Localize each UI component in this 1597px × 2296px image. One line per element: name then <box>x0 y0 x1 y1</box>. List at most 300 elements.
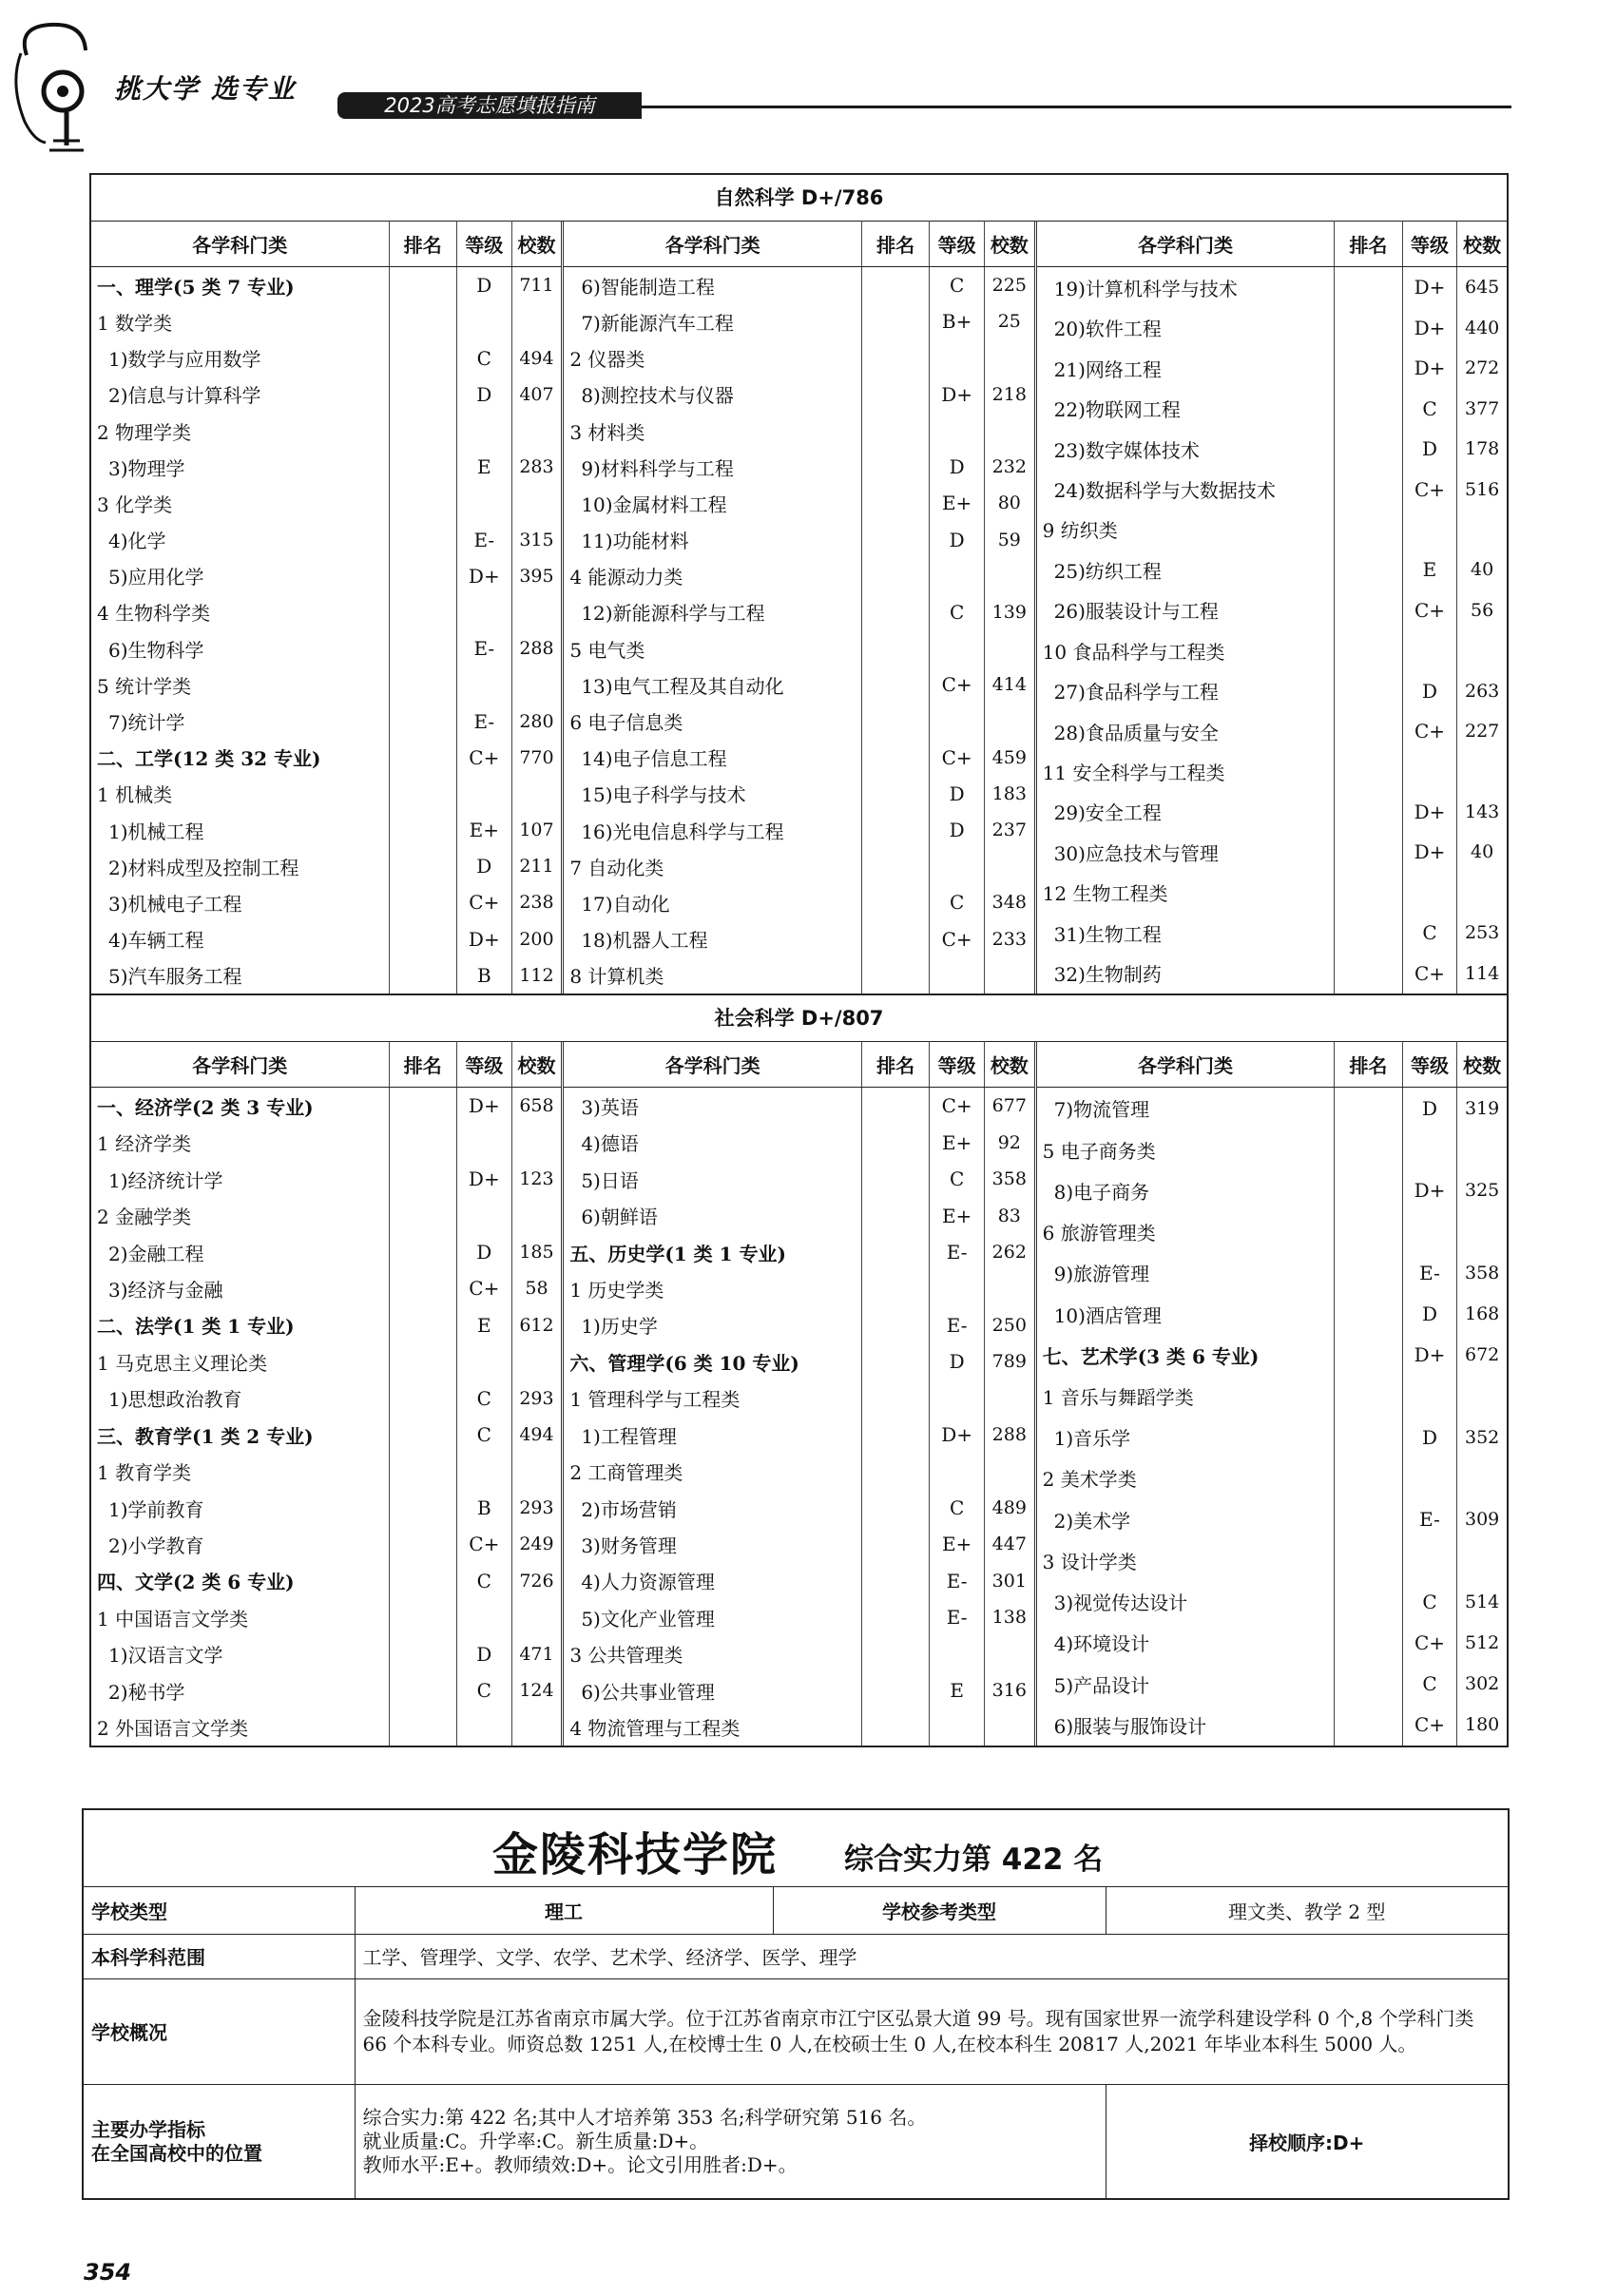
subject-name: 24)数据科学与大数据技术 <box>1053 479 1276 503</box>
grade-cell <box>456 1599 511 1635</box>
count-cell <box>511 1125 561 1161</box>
subject-name: 2 仪器类 <box>569 348 645 372</box>
table-row <box>564 1708 1033 1746</box>
grade-cell: D+ <box>930 376 985 413</box>
rank-cell <box>1335 873 1402 913</box>
grade-cell: C <box>930 1161 985 1197</box>
subject-name: 2 美术学类 <box>1042 1468 1137 1492</box>
count-cell: 414 <box>984 666 1033 703</box>
subject-name: 12)新能源科学与工程 <box>581 602 765 626</box>
header-rank: 排名 <box>1335 221 1402 267</box>
table-row <box>1037 308 1507 348</box>
count-cell: 301 <box>984 1563 1033 1599</box>
subject-name: 9)材料科学与工程 <box>581 456 734 480</box>
count-cell: 348 <box>984 884 1033 920</box>
table-row <box>91 303 561 339</box>
grade-cell: E- <box>930 1599 985 1635</box>
count-cell: 319 <box>1457 1088 1507 1129</box>
grade-cell: D+ <box>930 1417 985 1453</box>
table-row <box>91 1708 561 1746</box>
count-cell: 232 <box>984 449 1033 485</box>
grade-cell: C <box>1402 913 1457 953</box>
rank-cell <box>389 776 456 812</box>
count-cell <box>1457 873 1507 913</box>
table-row <box>1037 1457 1507 1498</box>
rank-cell <box>861 1672 929 1708</box>
count-cell <box>511 776 561 812</box>
header-count: 校数 <box>1457 1041 1507 1088</box>
subject-name: 1)音乐学 <box>1053 1427 1131 1451</box>
rank-cell <box>861 449 929 485</box>
subject-name: 1)工程管理 <box>581 1424 677 1448</box>
table-row <box>1037 832 1507 872</box>
table-row <box>91 376 561 413</box>
table-row <box>91 1636 561 1672</box>
count-cell: 352 <box>1457 1417 1507 1457</box>
grade-cell: D <box>1402 1293 1457 1334</box>
rank-cell <box>861 884 929 920</box>
count-cell: 302 <box>1457 1664 1507 1705</box>
subject-name: 2)秘书学 <box>108 1680 185 1704</box>
social-science-title: 社会科学 D+/807 <box>91 995 1507 1042</box>
rank-cell <box>389 1343 456 1380</box>
table-row <box>564 449 1033 485</box>
subject-name: 31)生物工程 <box>1053 922 1162 946</box>
count-cell: 726 <box>511 1563 561 1599</box>
count-cell: 325 <box>1457 1170 1507 1211</box>
count-cell: 56 <box>1457 590 1507 630</box>
rank-cell <box>389 521 456 557</box>
count-cell: 315 <box>511 521 561 557</box>
rank-cell <box>1335 1129 1402 1169</box>
table-row <box>564 303 1033 339</box>
grade-cell <box>456 1197 511 1233</box>
count-cell <box>984 957 1033 994</box>
rank-cell <box>1335 630 1402 670</box>
rank-cell <box>861 921 929 957</box>
table-row <box>1037 1581 1507 1622</box>
rank-cell <box>389 1161 456 1197</box>
rank-cell <box>389 884 456 920</box>
count-cell: 262 <box>984 1234 1033 1270</box>
subject-name: 3)物理学 <box>108 456 185 480</box>
grade-cell: D+ <box>1402 1170 1457 1211</box>
count-cell <box>511 594 561 630</box>
table-row <box>91 812 561 848</box>
header-count: 校数 <box>984 1041 1033 1088</box>
subject-name: 23)数字媒体技术 <box>1053 438 1200 462</box>
count-cell: 200 <box>511 921 561 957</box>
rank-cell <box>1335 1417 1402 1457</box>
table-row <box>564 1490 1033 1526</box>
grade-cell <box>456 1708 511 1746</box>
table-row <box>91 1672 561 1708</box>
rank-cell <box>1335 348 1402 388</box>
count-cell <box>1457 751 1507 791</box>
subject-name: 19)计算机科学与技术 <box>1053 277 1238 300</box>
subject-name: 3)经济与金融 <box>108 1278 223 1302</box>
header-rank: 排名 <box>389 1041 456 1088</box>
count-cell: 293 <box>511 1380 561 1417</box>
table-row <box>91 1270 561 1306</box>
grade-cell <box>930 1636 985 1672</box>
count-cell: 272 <box>1457 348 1507 388</box>
count-cell: 180 <box>1457 1705 1507 1746</box>
rank-cell <box>1335 1705 1402 1746</box>
table-row <box>1037 953 1507 994</box>
subject-name: 4)化学 <box>108 530 166 553</box>
rank-cell <box>861 340 929 376</box>
grade-cell: E- <box>456 703 511 739</box>
count-cell: 358 <box>1457 1252 1507 1293</box>
rank-cell <box>861 413 929 449</box>
type-value: 理工 <box>355 1886 773 1935</box>
grade-cell <box>456 666 511 703</box>
subject-name: 11)功能材料 <box>581 530 689 553</box>
table-row <box>1037 873 1507 913</box>
rank-cell <box>389 1490 456 1526</box>
subject-name: 1 经济学类 <box>97 1132 192 1156</box>
table-row <box>1037 267 1507 308</box>
table-row <box>564 1672 1033 1708</box>
rank-cell <box>861 376 929 413</box>
grade-cell: E- <box>930 1234 985 1270</box>
count-cell: 40 <box>1457 832 1507 872</box>
grade-cell <box>1402 1376 1457 1417</box>
social-column <box>91 1041 564 1746</box>
subject-name: 7)物流管理 <box>1053 1098 1150 1122</box>
count-cell: 512 <box>1457 1622 1507 1663</box>
table-row <box>1037 1376 1507 1417</box>
rank-cell <box>389 1417 456 1453</box>
subject-name: 9 纺织类 <box>1042 519 1118 543</box>
subject-name: 2)市场营销 <box>581 1497 677 1521</box>
subject-name: 四、文学(2 类 6 专业) <box>97 1571 295 1594</box>
count-cell: 183 <box>984 776 1033 812</box>
rank-cell <box>861 703 929 739</box>
subject-name: 1 数学类 <box>97 311 173 335</box>
header-rank: 排名 <box>389 221 456 267</box>
table-row <box>564 1234 1033 1270</box>
subject-name: 1)数学与应用数学 <box>108 348 261 372</box>
grade-cell <box>930 1380 985 1417</box>
table-row <box>91 449 561 485</box>
header-name: 各学科门类 <box>1037 1041 1335 1088</box>
grade-cell: C+ <box>1402 469 1457 509</box>
rank-cell <box>1335 469 1402 509</box>
rank-cell <box>389 1380 456 1417</box>
grade-cell <box>1402 510 1457 550</box>
rank-cell <box>389 485 456 521</box>
count-cell: 645 <box>1457 267 1507 308</box>
subject-name: 3)财务管理 <box>581 1534 677 1557</box>
rank-cell <box>389 666 456 703</box>
rank-cell <box>1335 267 1402 308</box>
subject-name: 二、工学(12 类 32 专业) <box>97 747 321 771</box>
grade-cell: C <box>1402 1581 1457 1622</box>
subject-name: 22)物联网工程 <box>1053 398 1181 422</box>
grade-cell: B <box>456 1490 511 1526</box>
grade-cell <box>1402 1540 1457 1581</box>
grade-cell: E <box>456 1307 511 1343</box>
table-row <box>91 630 561 666</box>
count-cell: 377 <box>1457 389 1507 429</box>
table-row <box>564 812 1033 848</box>
rank-cell <box>861 776 929 812</box>
table-row <box>564 558 1033 594</box>
grade-cell: C+ <box>1402 1622 1457 1663</box>
count-cell: 288 <box>984 1417 1033 1453</box>
rank-cell <box>389 1526 456 1562</box>
subject-name: 4)车辆工程 <box>108 929 204 953</box>
table-row <box>564 921 1033 957</box>
subject-name: 16)光电信息科学与工程 <box>581 820 784 843</box>
rank-cell <box>389 1088 456 1125</box>
rank-cell <box>1335 1088 1402 1129</box>
header-name: 各学科门类 <box>564 221 861 267</box>
table-row <box>564 1453 1033 1489</box>
count-cell: 253 <box>1457 913 1507 953</box>
rank-cell <box>861 740 929 776</box>
count-cell: 489 <box>984 1490 1033 1526</box>
header-grade: 等级 <box>930 221 985 267</box>
rank-cell <box>861 521 929 557</box>
header-grade: 等级 <box>930 1041 985 1088</box>
table-row <box>564 884 1033 920</box>
table-row <box>1037 1170 1507 1211</box>
grade-cell: D+ <box>1402 792 1457 832</box>
rank-cell <box>389 1708 456 1746</box>
table-row <box>91 957 561 994</box>
grade-cell: D+ <box>1402 832 1457 872</box>
subject-name: 三、教育学(1 类 2 专业) <box>97 1424 314 1448</box>
count-cell: 112 <box>511 957 561 994</box>
grade-cell <box>930 558 985 594</box>
grade-cell: C+ <box>1402 953 1457 994</box>
grade-cell <box>456 1125 511 1161</box>
grade-cell: E <box>930 1672 985 1708</box>
count-cell: 658 <box>511 1088 561 1125</box>
grade-cell <box>456 776 511 812</box>
subject-name: 5 电气类 <box>569 638 645 662</box>
rank-cell <box>861 1270 929 1306</box>
table-row <box>564 703 1033 739</box>
rank-cell <box>389 1636 456 1672</box>
grade-cell <box>456 594 511 630</box>
subject-name: 14)电子信息工程 <box>581 747 727 771</box>
grade-cell: C+ <box>1402 590 1457 630</box>
header-band: 2023高考志愿填报指南 <box>337 92 642 119</box>
grade-cell: E+ <box>930 1197 985 1233</box>
rank-cell <box>1335 751 1402 791</box>
grade-cell: C+ <box>930 1088 985 1125</box>
grade-cell: C <box>930 884 985 920</box>
count-cell: 124 <box>511 1672 561 1708</box>
count-cell: 407 <box>511 376 561 413</box>
count-cell <box>984 703 1033 739</box>
count-cell: 494 <box>511 1417 561 1453</box>
subject-name: 4)人力资源管理 <box>581 1571 715 1594</box>
rank-cell <box>389 1197 456 1233</box>
grade-cell: C <box>456 1417 511 1453</box>
count-cell: 358 <box>984 1161 1033 1197</box>
count-cell: 283 <box>511 449 561 485</box>
rank-cell <box>861 1490 929 1526</box>
subject-name: 5 电子商务类 <box>1042 1139 1156 1163</box>
grade-cell: E- <box>456 630 511 666</box>
rank-cell <box>861 594 929 630</box>
ref-value: 理文类、教学 2 型 <box>1106 1886 1508 1935</box>
rank-cell <box>389 267 456 304</box>
subject-name: 1 管理科学与工程类 <box>569 1388 741 1412</box>
rank-cell <box>1335 913 1402 953</box>
count-cell: 309 <box>1457 1499 1507 1540</box>
rank-cell <box>861 1197 929 1233</box>
rank-cell <box>861 1708 929 1746</box>
table-row <box>1037 1129 1507 1169</box>
count-cell: 280 <box>511 703 561 739</box>
subject-name: 25)纺织工程 <box>1053 559 1162 583</box>
table-row <box>564 1088 1033 1125</box>
table-row <box>564 1599 1033 1635</box>
rank-cell <box>861 848 929 884</box>
rank-cell <box>1335 510 1402 550</box>
grade-cell: D+ <box>1402 1335 1457 1376</box>
header-grade: 等级 <box>1402 221 1457 267</box>
rank-cell <box>389 594 456 630</box>
subject-name: 5)文化产业管理 <box>581 1607 715 1630</box>
social-column <box>564 1041 1036 1746</box>
table-row <box>91 1088 561 1125</box>
rank-cell <box>861 630 929 666</box>
page-number: 354 <box>84 2259 132 2286</box>
subject-name: 4)德语 <box>581 1132 639 1156</box>
header-count: 校数 <box>511 221 561 267</box>
count-cell <box>511 485 561 521</box>
count-cell: 471 <box>511 1636 561 1672</box>
grade-cell: D+ <box>1402 308 1457 348</box>
table-row <box>91 703 561 739</box>
grade-cell: C <box>930 267 985 304</box>
table-row <box>1037 510 1507 550</box>
count-cell: 80 <box>984 485 1033 521</box>
table-row <box>564 1563 1033 1599</box>
table-row <box>91 1343 561 1380</box>
grade-cell: D <box>456 376 511 413</box>
rank-cell <box>1335 792 1402 832</box>
table-row <box>564 267 1033 304</box>
rank-cell <box>861 1161 929 1197</box>
count-cell: 250 <box>984 1307 1033 1343</box>
table-row <box>1037 348 1507 388</box>
rank-cell <box>1335 308 1402 348</box>
social-science-block <box>89 995 1509 1747</box>
subject-name: 20)软件工程 <box>1053 318 1162 341</box>
table-row <box>1037 1293 1507 1334</box>
subject-name: 3)英语 <box>581 1095 639 1119</box>
count-cell: 25 <box>984 303 1033 339</box>
header-count: 校数 <box>1457 221 1507 267</box>
subject-name: 1)机械工程 <box>108 820 204 843</box>
count-cell <box>984 340 1033 376</box>
subject-name: 4 生物科学类 <box>97 602 211 626</box>
subject-name: 8 计算机类 <box>569 965 664 989</box>
rank-cell <box>1335 953 1402 994</box>
subject-name: 8)电子商务 <box>1053 1180 1150 1204</box>
indicator-line: 教师水平:E+。教师绩效:D+。论文引用胜者:D+。 <box>362 2153 798 2176</box>
count-cell: 459 <box>984 740 1033 776</box>
table-row <box>564 340 1033 376</box>
table-row <box>1037 1088 1507 1129</box>
grade-cell: E- <box>1402 1499 1457 1540</box>
count-cell: 138 <box>984 1599 1033 1635</box>
grade-cell: C+ <box>1402 1705 1457 1746</box>
count-cell <box>1457 1211 1507 1252</box>
table-row <box>564 1636 1033 1672</box>
table-row <box>1037 1499 1507 1540</box>
grade-cell: E+ <box>930 1125 985 1161</box>
grade-cell <box>1402 751 1457 791</box>
subject-name: 6 旅游管理类 <box>1042 1222 1156 1245</box>
subject-name: 3 材料类 <box>569 420 645 444</box>
count-cell: 288 <box>511 630 561 666</box>
header-rank: 排名 <box>1335 1041 1402 1088</box>
table-row <box>564 1125 1033 1161</box>
table-row <box>91 1599 561 1635</box>
grade-cell: C+ <box>456 1526 511 1562</box>
grade-cell <box>930 413 985 449</box>
rank-cell <box>389 1234 456 1270</box>
table-row <box>564 1197 1033 1233</box>
count-cell: 225 <box>984 267 1033 304</box>
subject-name: 3)视觉传达设计 <box>1053 1592 1188 1615</box>
rank-cell <box>861 558 929 594</box>
rank-cell <box>861 1307 929 1343</box>
table-row <box>1037 1622 1507 1663</box>
type-label: 学校类型 <box>84 1886 355 1935</box>
count-cell <box>1457 630 1507 670</box>
subject-name: 2 工商管理类 <box>569 1461 683 1485</box>
grade-cell: E <box>456 449 511 485</box>
rank-cell <box>1335 711 1402 751</box>
subject-table <box>91 221 561 994</box>
rank-cell <box>1335 1499 1402 1540</box>
grade-cell: C+ <box>456 740 511 776</box>
count-cell: 514 <box>1457 1581 1507 1622</box>
rank-cell <box>389 630 456 666</box>
subject-name: 5)日语 <box>581 1168 639 1192</box>
grade-cell: D+ <box>456 1161 511 1197</box>
rank-cell <box>861 1380 929 1417</box>
table-row <box>91 1380 561 1417</box>
table-row <box>1037 1211 1507 1252</box>
rank-cell <box>1335 550 1402 589</box>
grade-cell <box>456 485 511 521</box>
grade-cell: D <box>456 848 511 884</box>
school-rank: 综合实力第 422 名 <box>844 1843 1104 1877</box>
subject-name: 4 物流管理与工程类 <box>569 1717 741 1741</box>
table-row <box>564 957 1033 994</box>
natural-science-title: 自然科学 D+/786 <box>91 175 1507 222</box>
subject-name: 1)学前教育 <box>108 1497 204 1521</box>
rank-cell <box>861 1599 929 1635</box>
grade-cell <box>930 703 985 739</box>
subject-name: 15)电子科学与技术 <box>581 783 746 807</box>
table-row <box>91 776 561 812</box>
natural-columns <box>91 221 1507 994</box>
table-row <box>564 1307 1033 1343</box>
rank-cell <box>1335 1211 1402 1252</box>
